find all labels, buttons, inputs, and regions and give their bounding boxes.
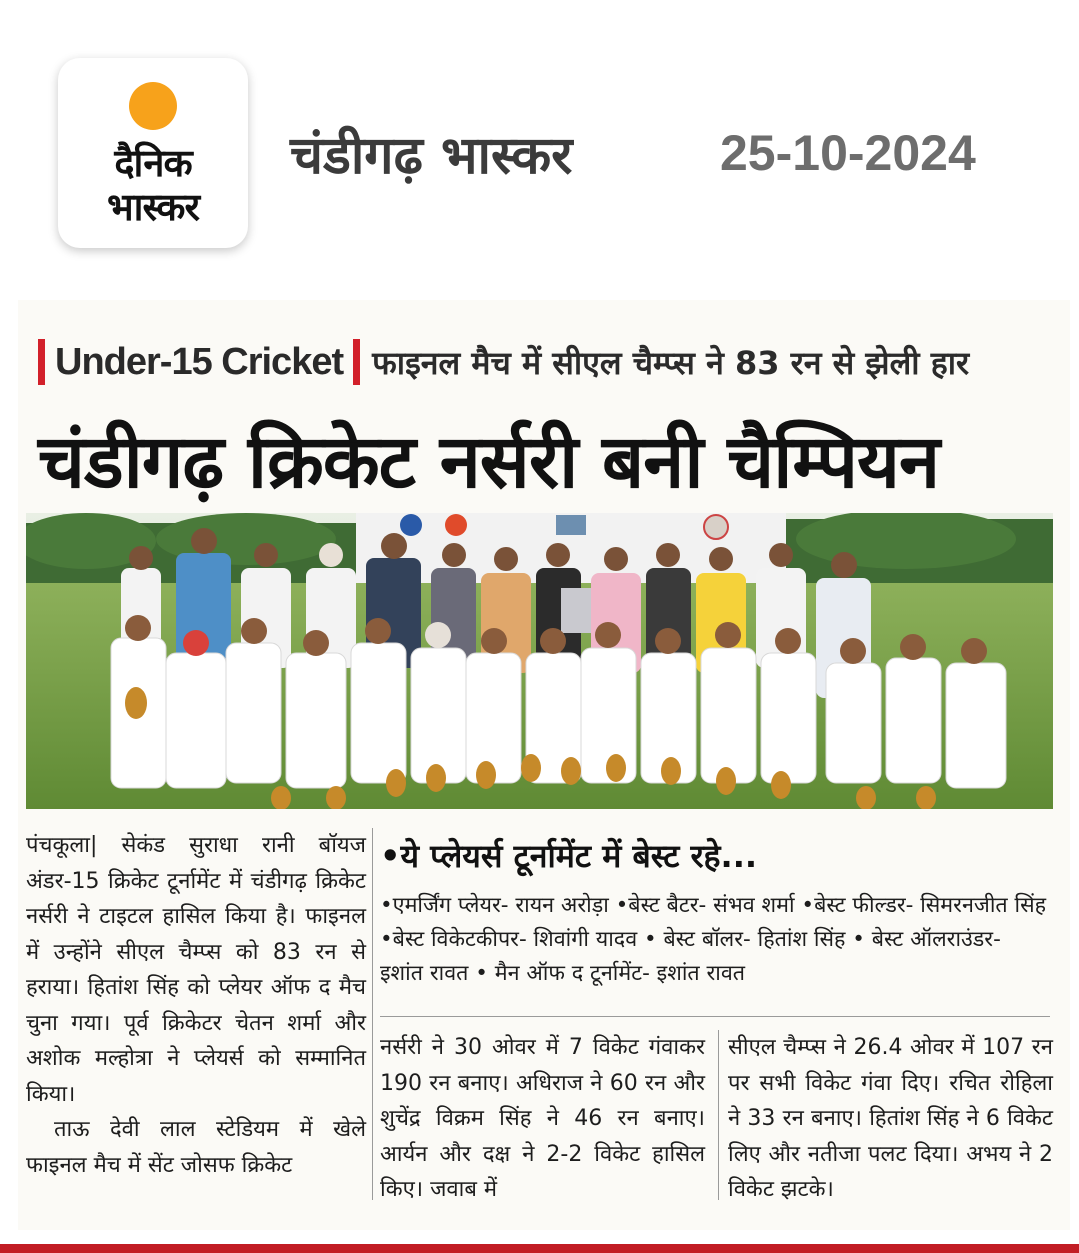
kicker-bar-right xyxy=(353,339,360,385)
publication-date: 25-10-2024 xyxy=(720,125,976,181)
team-photo-image xyxy=(26,513,1053,809)
box-divider xyxy=(380,1016,1050,1017)
best-players-title: •ये प्लेयर्स टूर्नामेंट में बेस्ट रहे... xyxy=(380,837,758,875)
page-header xyxy=(0,0,1079,270)
dainik-bhaskar-logo xyxy=(58,58,248,248)
column-1-paragraph-2: ताऊ देवी लाल स्टेडियम में खेले फाइनल मैच में सेंट जोसफ क्रिकेट xyxy=(26,1117,366,1178)
column-1-paragraph-1: पंचकूला| सेकंड सुराधा रानी बॉयज अंडर-15 क्रिकेट टूर्नामेंट में चंडीगढ़ क्रिकेट नर्सरी ने टाइटल हासिल किया है। फाइनल में उन्होंने सीएल चैम्प्स को 83 रन से हराया। हितांश सिंह को प्लेयर ऑफ द मैच चुना गया। पूर्व क्रिकेटर चेतन शर्मा और अशोक मल्होत्रा ने प्लेयर्स को सम्मानित किया। xyxy=(26,833,366,1107)
logo-line-1: दैनिक xyxy=(114,141,192,185)
sun-logo-icon xyxy=(129,82,177,130)
logo-line-2: भास्कर xyxy=(106,185,200,229)
article-column-1 xyxy=(26,828,366,1183)
best-players-list: •एमर्जिंग प्लेयर- रायन अरोड़ा •बेस्ट बैटर- संभव शर्मा •बेस्ट फील्डर- सिमरनजीत सिंह •बेस्ट विकेटकीपर- शिवांगी यादव • बेस्ट बॉलर- हितांश सिंह • बेस्ट ऑलराउंडर- इशांत रावत • मैन ऑफ द टूर्नामेंट- इशांत रावत xyxy=(380,893,1047,986)
kicker-label: Under-15 Cricket xyxy=(55,340,344,383)
headline: चंडीगढ़ क्रिकेट नर्सरी बनी चैम्पियन xyxy=(38,419,940,505)
best-players-box xyxy=(380,834,1050,1006)
column-divider-2 xyxy=(718,1030,719,1200)
edition-name: चंडीगढ़ भास्कर xyxy=(290,126,573,186)
article-column-2: नर्सरी ने 30 ओवर में 7 विकेट गंवाकर 190 रन बनाए। अधिराज ने 60 रन और शुचेंद्र विक्रम सिंह ने 46 रन बनाए। आर्यन और दक्ष ने 2-2 विकेट हासिल किए। जवाब में xyxy=(380,1035,705,1202)
team-photo xyxy=(26,513,1053,809)
column-divider-1 xyxy=(372,828,373,1200)
newspaper-clipping xyxy=(18,300,1070,1230)
kicker-subhead: फाइनल मैच में सीएल चैम्प्स ने 83 रन से झेली हार xyxy=(372,343,970,382)
bottom-red-rule xyxy=(0,1244,1079,1253)
kicker-bar-left xyxy=(38,339,45,385)
kicker xyxy=(38,338,969,386)
article-column-3: सीएल चैम्प्स ने 26.4 ओवर में 107 रन पर सभी विकेट गंवा दिए। रचित रोहिला ने 33 रन बनाए। हितांश सिंह ने 6 विकेट लिए और नतीजा पलट दिया। अभय ने 2 विकेट झटके। xyxy=(728,1035,1053,1202)
